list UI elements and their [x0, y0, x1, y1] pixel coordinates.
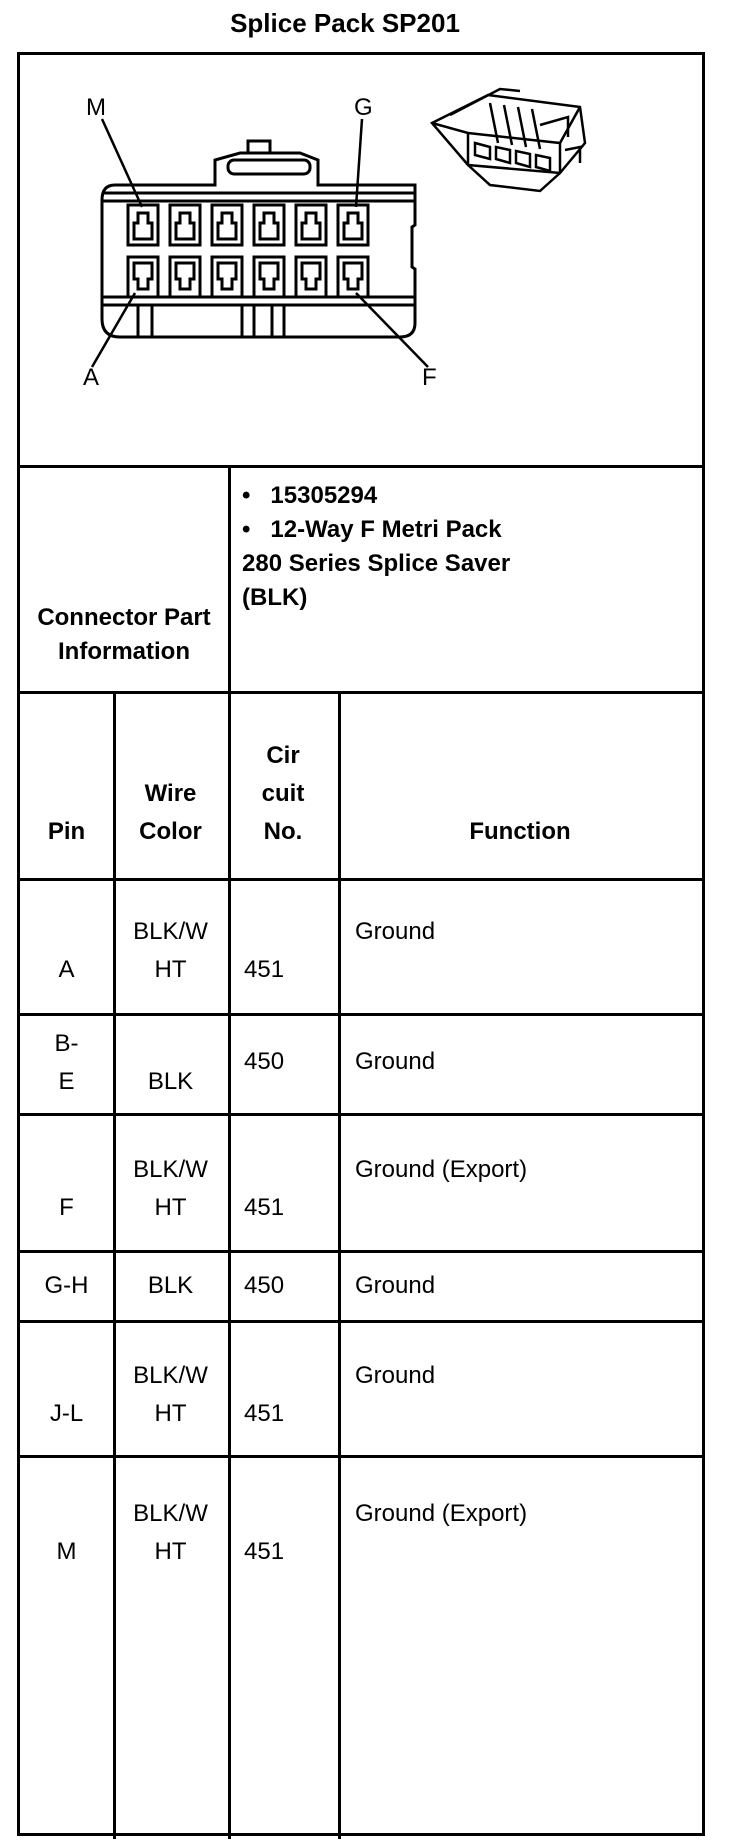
pin-label-g: G: [354, 94, 373, 121]
connector-latch-tab: [248, 141, 270, 153]
row-pin: M: [56, 1538, 77, 1565]
bullet-1: •: [242, 482, 251, 509]
row-circuit: 451: [244, 1194, 285, 1221]
cavity-row-top: [128, 205, 368, 245]
row-circuit: 450: [244, 1272, 285, 1299]
row-pin: A: [58, 956, 75, 983]
row-pin: J-L: [49, 1400, 84, 1427]
header-function: Function: [469, 818, 571, 845]
connector-part-number: • 15305294: [242, 482, 378, 509]
header-wire-color: Wire Color: [139, 780, 202, 845]
row-function: Ground: [355, 918, 436, 945]
connector-info-label-line2: Information: [58, 638, 190, 665]
row-function: Ground (Export): [355, 1500, 528, 1527]
connector-table-frame: [17, 52, 705, 1836]
pin-label-f: F: [422, 364, 437, 391]
row-function: Ground: [355, 1048, 436, 1075]
connector-info-value: [242, 479, 692, 615]
header-circuit-no: Cir cuit No.: [261, 742, 305, 845]
connector-description-cont-1: 280 Series Splice Saver: [242, 550, 511, 577]
row-pin: F: [59, 1194, 74, 1221]
pin-label-m: M: [86, 94, 106, 121]
connector-3d-view: [432, 89, 585, 191]
row-wire-color: BLK: [147, 1272, 194, 1299]
connector-description-cont-2: (BLK): [242, 584, 308, 611]
row-wire-color: BLK/W HT: [133, 918, 208, 983]
row-wire-color: BLK: [147, 1068, 194, 1095]
row-function: Ground (Export): [355, 1156, 528, 1183]
row-circuit: 451: [244, 956, 285, 983]
connector-latch-slot: [228, 160, 310, 174]
row-function: Ground: [355, 1272, 436, 1299]
row-circuit: 451: [244, 1400, 285, 1427]
connector-info-label-line1: Connector Part: [37, 604, 211, 631]
header-pin: Pin: [47, 818, 86, 845]
row-circuit: 451: [244, 1538, 285, 1565]
pin-label-a: A: [83, 364, 100, 391]
row-wire-color: BLK/W HT: [133, 1362, 208, 1427]
connector-info-label: [20, 601, 228, 669]
row-function: Ground: [355, 1362, 436, 1389]
connector-description: • 12-Way F Metri Pack: [242, 516, 502, 543]
bullet-2: •: [242, 516, 251, 543]
cavity-row-bottom: [128, 257, 368, 297]
row-wire-color: BLK/W HT: [133, 1500, 208, 1565]
row-pin: G-H: [44, 1272, 89, 1299]
row-wire-color: BLK/W HT: [133, 1156, 208, 1221]
row-circuit: 450: [244, 1048, 285, 1075]
page-title: Splice Pack SP201: [230, 8, 460, 38]
row-pin: B- E: [54, 1030, 79, 1095]
